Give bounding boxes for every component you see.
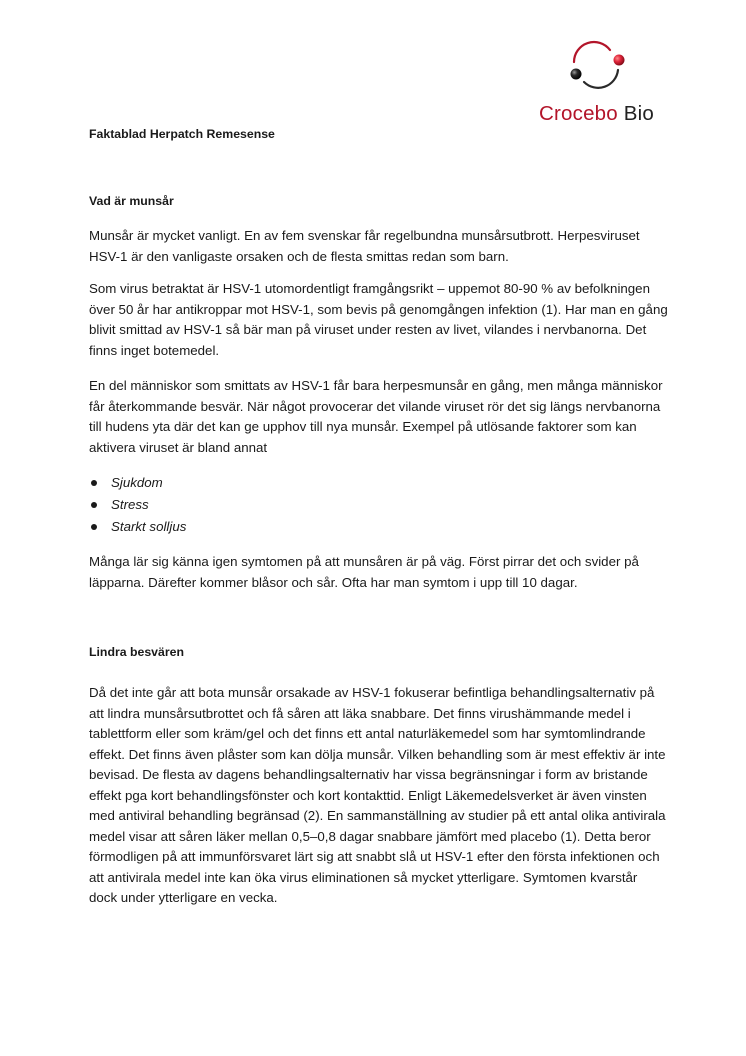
bullet-icon xyxy=(91,480,97,486)
brand-name-crocebo: Crocebo xyxy=(539,102,618,125)
list-item: Stress xyxy=(89,494,186,516)
crocebo-logo-icon xyxy=(564,40,636,98)
paragraph-symptoms: Många lär sig känna igen symtomen på att munsåren är på väg. Först pirrar det och svider på läpparna. Därefter kommer blåsor och sår. Ofta har man symtom i upp till 10 dagar. xyxy=(89,554,639,590)
section-heading-vad-ar-munsar: Vad är munsår xyxy=(89,194,174,208)
paragraph-recurrence: En del människor som smittats av HSV-1 får bara herpesmunsår en gång, men många människor får återkommande besvär. När något provocerar det vilande viruset rör det sig längs nervbanorna till hudens yta där det kan ge upphov till nya munsår. Exempel på utlösande faktorer som kan aktivera viruset är bland annat xyxy=(89,378,663,455)
document-title: Faktablad Herpatch Remesense xyxy=(89,127,275,141)
section-heading-lindra-besvaren: Lindra besvären xyxy=(89,645,184,659)
list-item: Sjukdom xyxy=(89,472,186,494)
trigger-factor-list xyxy=(89,472,186,538)
bullet-icon xyxy=(91,502,97,508)
brand-name-bio: Bio xyxy=(623,102,655,125)
brand-wordmark xyxy=(539,102,654,126)
bullet-icon xyxy=(91,524,97,530)
paragraph-hsv1: Som virus betraktat är HSV-1 utomordentligt framgångsrikt – uppemot 80-90 % av befolkningen över 50 år har antikroppar mot HSV-1, som bevis på genomgången infektion (1). Har man en gång blivit smittad av HSV-1 så bär man på viruset under resten av livet, vilandes i nervbanorna. Det finns inget botemedel. xyxy=(89,281,668,358)
paragraph-treatment: Då det inte går att bota munsår orsakade av HSV-1 fokuserar befintliga behandlingsalternativ på att lindra munsårsutbrottet och få såren att läka snabbare. Det finns virushämmande medel i tablettform eller som kräm/gel och det finns ett antal naturläkemedel som har symtomlindrande effekt. Det finns även plåster som kan dölja munsår. Vilken behandling som är mest effektiv är inte bevisad. De flesta av dagens behandlingsalternativ har vissa begränsningar i form av bristande effekt pga kort behandlingsfönster och kort kontakttid. Enligt Läkemedelsverket är även vinsten med antiviral behandling begränsad (2). En sammanställning av studier på ett antal olika antivirala medel visar att såren läker mellan 0,5–0,8 dagar snabbare jämfört med placebo (1). Detta beror förmodligen på att immunförsvaret lärt sig att snabbt slå ut HSV-1 efter den första infektionen och att antivirala medel inte kan öka virus eliminationen så mycket ytterligare. Symtomen kvarstår dock under ytterligare en vecka. xyxy=(89,685,666,905)
paragraph-intro: Munsår är mycket vanligt. En av fem svenskar får regelbundna munsårsutbrott. Herpesviruset HSV-1 är den vanligaste orsaken och de flesta smittas redan som barn. xyxy=(89,228,640,264)
list-item: Starkt solljus xyxy=(89,516,186,538)
brand-logo xyxy=(536,40,666,130)
